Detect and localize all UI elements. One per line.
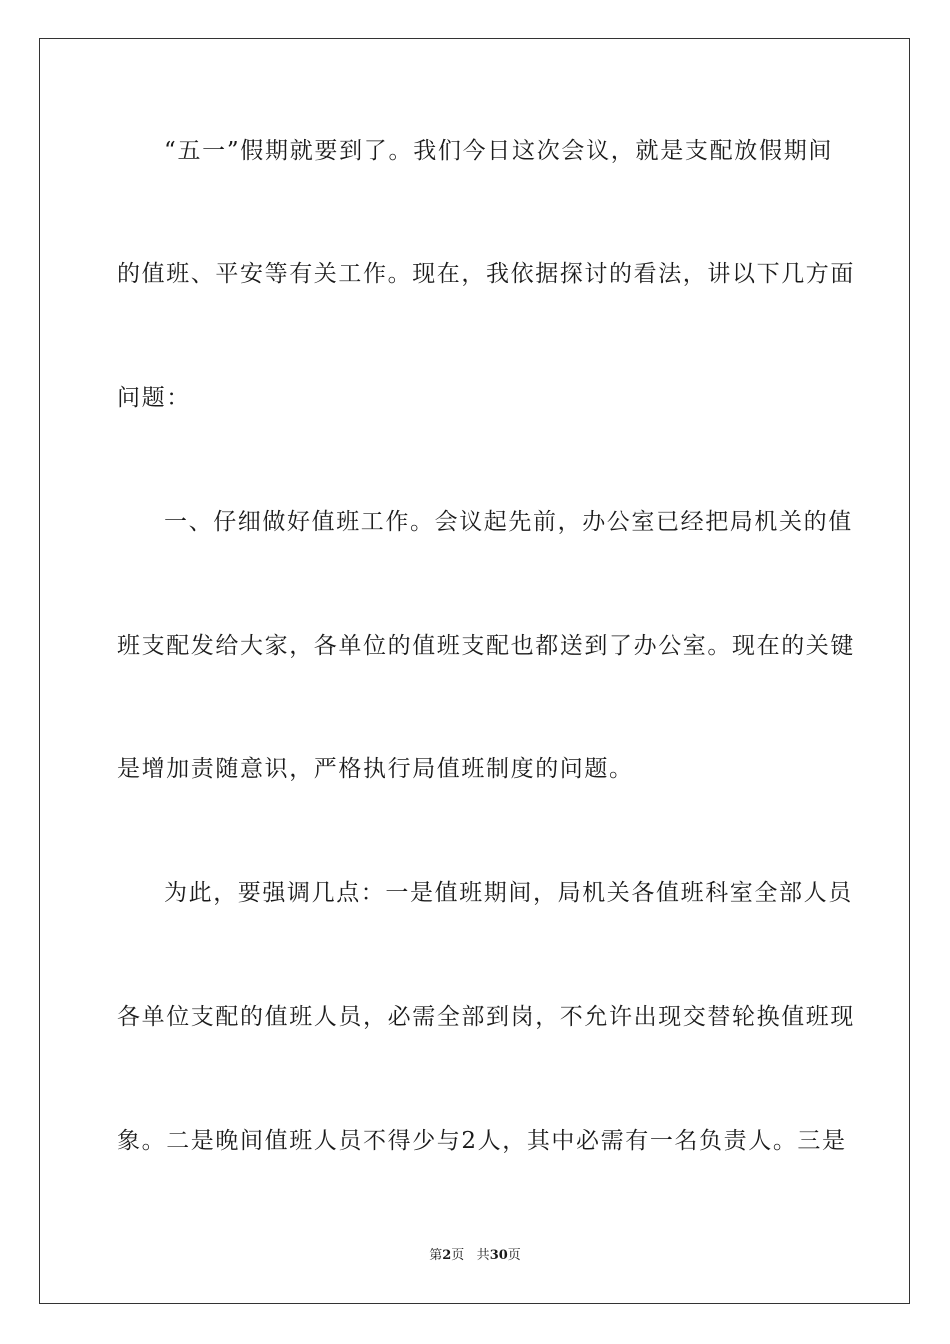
page-prefix: 第	[429, 1248, 443, 1263]
page-number: 2	[442, 1248, 452, 1263]
total-pages: 30	[489, 1248, 508, 1263]
total-prefix: 共	[476, 1248, 490, 1263]
paragraph-line-1: “五一”假期就要到了。我们今日这次会议，就是支配放假期间	[164, 138, 833, 164]
paragraph-line-8: 各单位支配的值班人员，必需全部到岗，不允许出现交替轮换值班现	[117, 1004, 855, 1030]
paragraph-line-4: 一、仔细做好值班工作。会议起先前，办公室已经把局机关的值	[164, 509, 853, 535]
paragraph-line-5: 班支配发给大家，各单位的值班支配也都送到了办公室。现在的关键	[117, 633, 855, 659]
total-suffix: 页	[507, 1248, 521, 1263]
paragraph-line-9: 象。二是晚间值班人员不得少与2人，其中必需有一名负责人。三是	[117, 1128, 847, 1154]
paragraph-line-3: 问题：	[117, 385, 191, 411]
paragraph-line-6: 是增加责随意识，严格执行局值班制度的问题。	[117, 756, 634, 782]
page-suffix: 页	[451, 1248, 465, 1263]
paragraph-line-2: 的值班、平安等有关工作。现在，我依据探讨的看法，讲以下几方面	[117, 261, 855, 287]
paragraph-line-7: 为此，要强调几点：一是值班期间，局机关各值班科室全部人员	[164, 880, 853, 906]
page-footer	[0, 1247, 950, 1265]
page-border	[39, 38, 910, 1304]
